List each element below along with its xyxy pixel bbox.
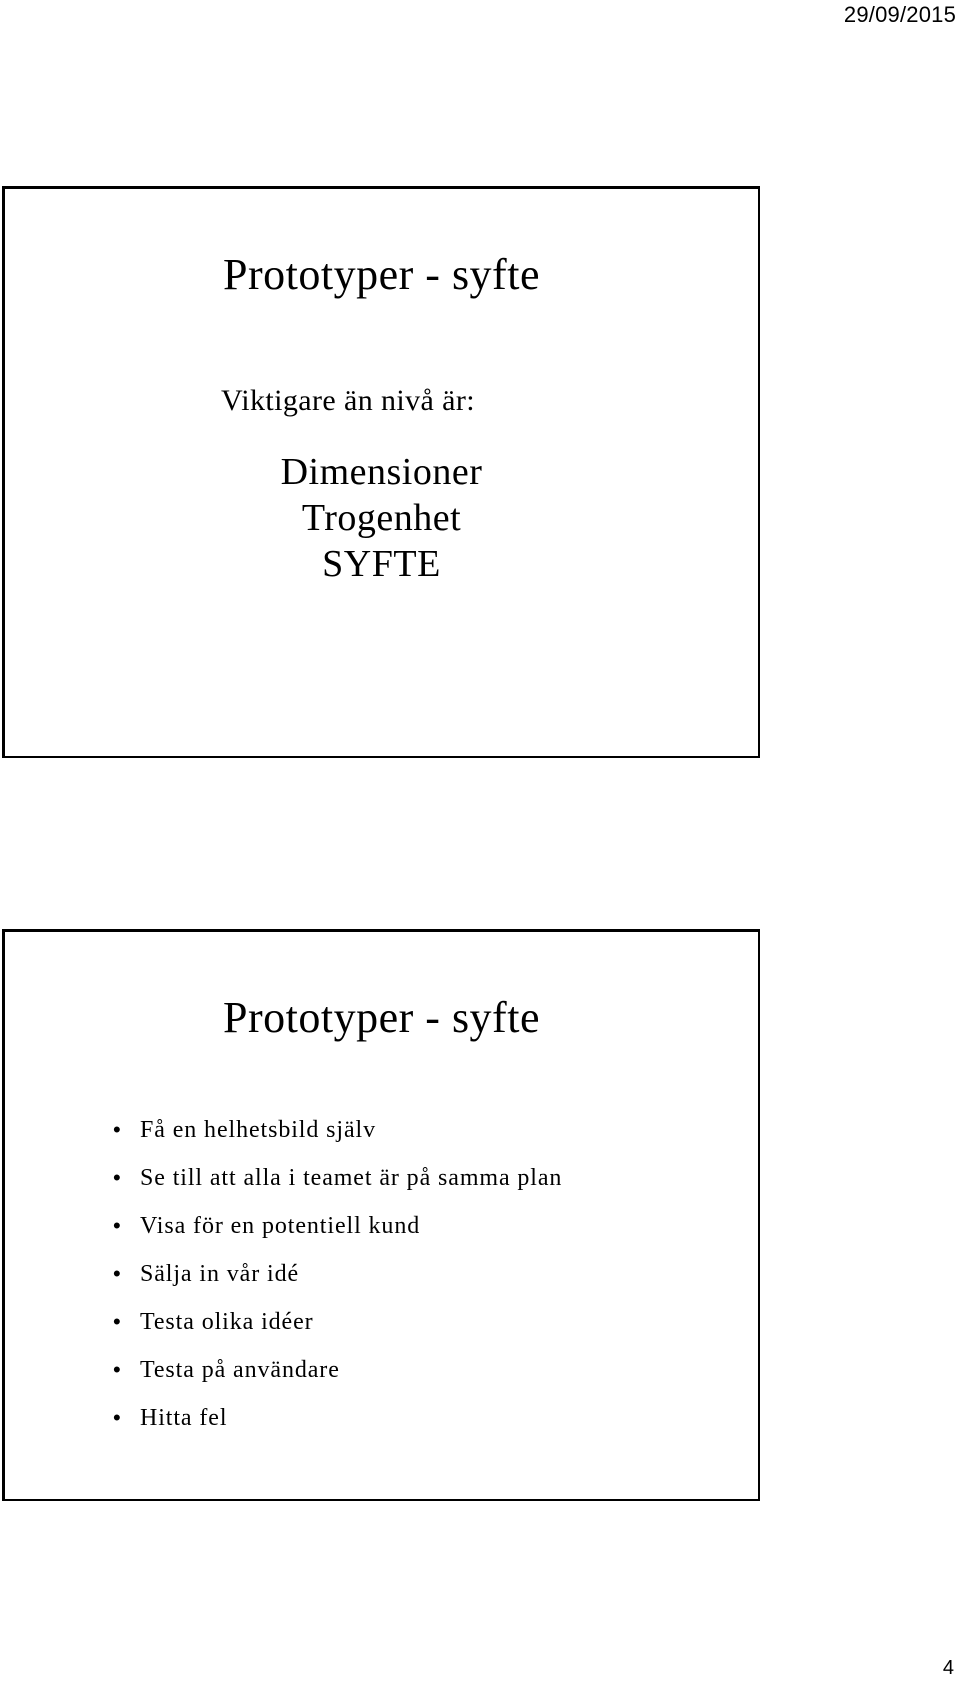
list-item-text: Testa olika idéer xyxy=(140,1309,314,1335)
list-item-text: Testa på användare xyxy=(140,1357,340,1383)
list-item: Dimensioner xyxy=(280,451,483,493)
list-item-text: Sälja in vår idé xyxy=(140,1261,300,1287)
bullet-icon: • xyxy=(113,1117,122,1142)
bullet-icon: • xyxy=(113,1405,122,1430)
list-item xyxy=(113,1250,562,1298)
slide-1 xyxy=(2,186,760,758)
page-number: 4 xyxy=(942,1657,954,1679)
list-item xyxy=(113,1346,562,1394)
list-item xyxy=(113,1298,562,1346)
slide-title: Prototyper - syfte xyxy=(223,250,540,299)
list-item-text: Hitta fel xyxy=(140,1405,228,1431)
list-item-text: Se till att alla i teamet är på samma plan xyxy=(140,1165,563,1191)
bullet-list xyxy=(113,1106,562,1442)
bullet-icon: • xyxy=(113,1309,122,1334)
list-item: Trogenhet xyxy=(301,497,462,539)
list-item-text: Visa för en potentiell kund xyxy=(140,1213,421,1239)
list-item xyxy=(113,1154,562,1202)
slide-2 xyxy=(2,929,760,1501)
dimension-list xyxy=(5,449,758,587)
slide-title: Prototyper - syfte xyxy=(223,993,540,1042)
bullet-icon: • xyxy=(113,1357,122,1382)
bullet-icon: • xyxy=(113,1261,122,1286)
list-item xyxy=(113,1394,562,1442)
page-date: 29/09/2015 xyxy=(843,2,956,27)
bullet-icon: • xyxy=(113,1165,122,1190)
list-item: SYFTE xyxy=(322,543,441,585)
list-item xyxy=(113,1202,562,1250)
bullet-icon: • xyxy=(113,1213,122,1238)
list-item xyxy=(113,1106,562,1154)
intro-text: Viktigare än nivå är: xyxy=(221,384,475,417)
list-item-text: Få en helhetsbild själv xyxy=(140,1117,376,1143)
